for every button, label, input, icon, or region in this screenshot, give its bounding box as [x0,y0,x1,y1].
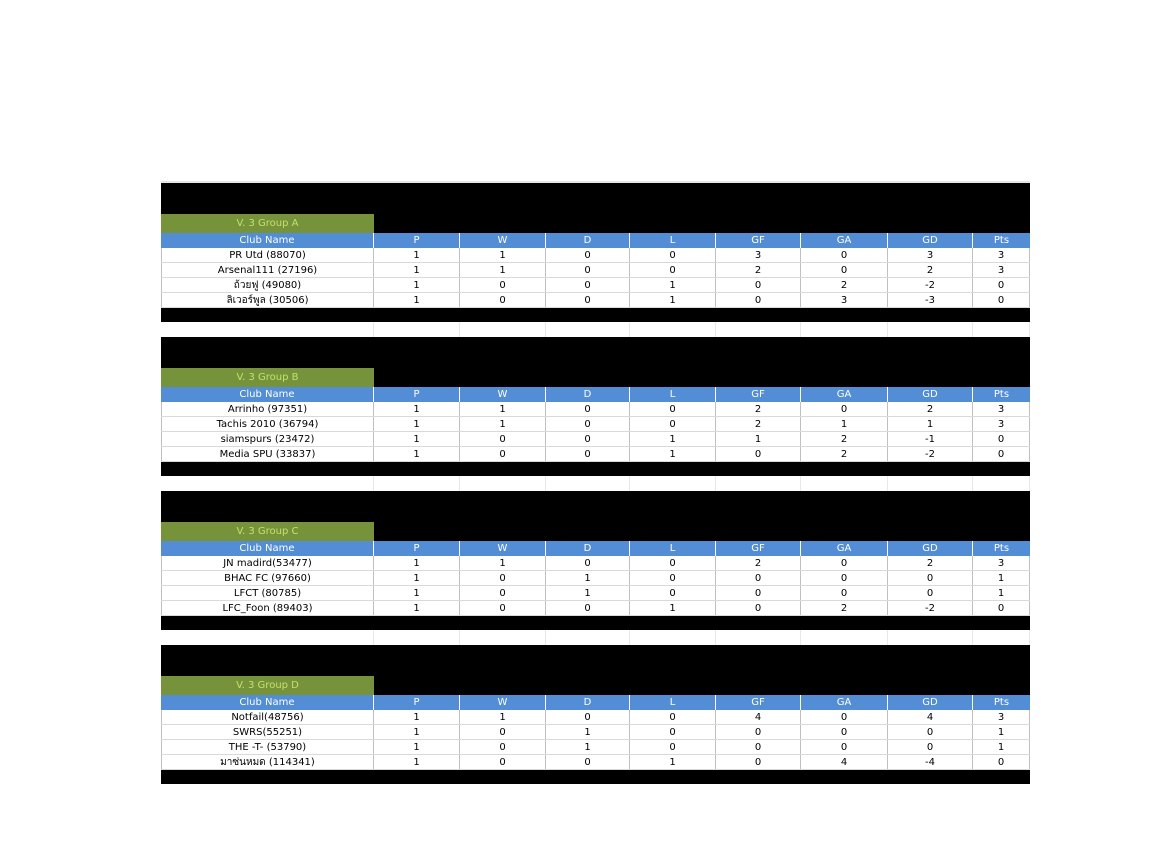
cell-gf[interactable]: 2 [716,556,801,570]
cell-gf[interactable]: 0 [716,447,801,461]
cell-p[interactable]: 1 [374,725,460,739]
column-header-l[interactable]: L [630,387,716,402]
cell-pts[interactable]: 0 [973,447,1030,461]
group-d-bottom-band [161,770,1030,784]
cell-d[interactable]: 1 [546,586,630,600]
group-a-header-row [161,233,1030,248]
cell-gf[interactable]: 2 [716,417,801,431]
empty-cell[interactable] [374,322,460,337]
cell-w[interactable]: 0 [460,755,546,769]
group-a-top-band [161,183,1030,214]
cell-pts[interactable]: 3 [973,710,1030,724]
cell-gf[interactable]: 0 [716,571,801,585]
table-row [161,402,1030,417]
cell-club-name[interactable]: Notfail(48756) [161,710,374,724]
column-header-w[interactable]: W [460,233,546,248]
cell-ga[interactable]: 2 [801,432,888,446]
cell-club-name[interactable]: Arsenal111 (27196) [161,263,374,277]
group-d-header-row [161,695,1030,710]
cell-gd[interactable]: 1 [888,417,973,431]
column-header-p[interactable]: P [374,387,460,402]
cell-gf[interactable]: 4 [716,710,801,724]
group-a-bottom-band [161,308,1030,322]
cell-gf[interactable]: 0 [716,586,801,600]
cell-ga[interactable]: 0 [801,710,888,724]
column-header-club-name[interactable]: Club Name [161,695,374,710]
column-header-gf[interactable]: GF [716,233,801,248]
column-header-d[interactable]: D [546,387,630,402]
table-row [161,432,1030,447]
empty-cell[interactable] [161,630,374,645]
column-header-w[interactable]: W [460,695,546,710]
table-row [161,740,1030,755]
column-header-l[interactable]: L [630,541,716,556]
empty-cell[interactable] [630,322,716,337]
group-c-title-row [161,522,1030,541]
cell-w[interactable]: 1 [460,263,546,277]
group-a-block [161,183,1030,322]
cell-l[interactable]: 0 [630,586,716,600]
cell-ga[interactable]: 4 [801,755,888,769]
table-row [161,263,1030,278]
group-d-block [161,645,1030,784]
cell-d[interactable]: 0 [546,432,630,446]
cell-pts[interactable]: 3 [973,402,1030,416]
cell-gf[interactable]: 0 [716,740,801,754]
empty-cell[interactable] [460,322,546,337]
column-header-ga[interactable]: GA [801,695,888,710]
cell-pts[interactable]: 1 [973,740,1030,754]
empty-cell[interactable] [161,476,374,491]
empty-cell[interactable] [716,630,801,645]
cell-gd[interactable]: 0 [888,740,973,754]
cell-p[interactable]: 1 [374,601,460,615]
column-header-d[interactable]: D [546,233,630,248]
cell-w[interactable]: 0 [460,293,546,307]
cell-gf[interactable]: 2 [716,263,801,277]
table-row [161,556,1030,571]
column-header-p[interactable]: P [374,541,460,556]
cell-p[interactable]: 1 [374,263,460,277]
table-row [161,293,1030,308]
cell-d[interactable]: 0 [546,710,630,724]
cell-ga[interactable]: 2 [801,601,888,615]
cell-ga[interactable]: 2 [801,278,888,292]
group-b-title-row [161,368,1030,387]
cell-w[interactable]: 0 [460,447,546,461]
cell-gf[interactable]: 0 [716,755,801,769]
cell-gd[interactable]: 3 [888,248,973,262]
cell-pts[interactable]: 1 [973,725,1030,739]
column-header-pts[interactable]: Pts [993,697,1010,708]
group-b-title[interactable]: V. 3 Group B [161,368,374,387]
group-spacer [161,322,1030,337]
cell-w[interactable]: 1 [460,248,546,262]
column-header-p[interactable]: P [374,695,460,710]
cell-p[interactable]: 1 [374,571,460,585]
cell-d[interactable]: 1 [546,725,630,739]
empty-cell[interactable] [716,476,801,491]
cell-l[interactable]: 0 [630,740,716,754]
group-b-top-band [161,337,1030,368]
column-header-pts[interactable]: Pts [993,235,1010,246]
table-row [161,447,1030,462]
cell-gd[interactable]: 2 [888,556,973,570]
cell-l[interactable]: 0 [630,571,716,585]
cell-p[interactable]: 1 [374,293,460,307]
cell-gd[interactable]: 4 [888,710,973,724]
cell-club-name[interactable]: ลิเวอร์พูล (30506) [161,293,374,307]
cell-w[interactable]: 1 [460,417,546,431]
table-row [161,586,1030,601]
cell-d[interactable]: 1 [546,740,630,754]
table-row [161,725,1030,740]
group-c-bottom-band [161,616,1030,630]
cell-pts[interactable]: 3 [973,248,1030,262]
empty-cell[interactable] [630,630,716,645]
group-a-title-row [161,214,1030,233]
cell-club-name[interactable]: SWRS(55251) [161,725,374,739]
cell-club-name[interactable]: LFCT (80785) [161,586,374,600]
column-header-gf[interactable]: GF [716,541,801,556]
cell-l[interactable]: 1 [630,293,716,307]
cell-l[interactable]: 0 [630,725,716,739]
table-row [161,278,1030,293]
empty-cell[interactable] [630,476,716,491]
column-header-club-name[interactable]: Club Name [161,541,374,556]
cell-club-name[interactable]: THE -T- (53790) [161,740,374,754]
cell-p[interactable]: 1 [374,740,460,754]
cell-gd[interactable]: 2 [888,402,973,416]
table-row [161,571,1030,586]
cell-pts[interactable]: 3 [973,263,1030,277]
column-header-w[interactable]: W [460,387,546,402]
column-header-gd[interactable]: GD [888,695,973,710]
empty-cell[interactable] [888,476,973,491]
cell-w[interactable]: 0 [460,571,546,585]
table-row [161,755,1030,770]
cell-gf[interactable]: 0 [716,601,801,615]
cell-ga[interactable]: 0 [801,402,888,416]
cell-ga[interactable]: 1 [801,417,888,431]
cell-p[interactable]: 1 [374,755,460,769]
cell-gd[interactable]: -1 [888,432,973,446]
cell-gd[interactable]: -2 [888,601,973,615]
cell-d[interactable]: 0 [546,402,630,416]
group-b-block [161,337,1030,476]
cell-gd[interactable]: -2 [888,447,973,461]
cell-gf[interactable]: 1 [716,432,801,446]
cell-l[interactable]: 0 [630,248,716,262]
column-header-club-name[interactable]: Club Name [161,233,374,248]
cell-gf[interactable]: 0 [716,278,801,292]
empty-cell[interactable] [973,322,1030,337]
cell-w[interactable]: 1 [460,710,546,724]
cell-ga[interactable]: 0 [801,248,888,262]
group-a-title[interactable]: V. 3 Group A [161,214,374,233]
cell-w[interactable]: 1 [460,556,546,570]
table-row [161,248,1030,263]
empty-cell[interactable] [716,322,801,337]
cell-club-name[interactable]: BHAC FC (97660) [161,571,374,585]
column-header-p[interactable]: P [374,233,460,248]
cell-gd[interactable]: 0 [888,571,973,585]
group-d-top-band [161,645,1030,676]
cell-gd[interactable]: -3 [888,293,973,307]
cell-w[interactable]: 0 [460,725,546,739]
cell-club-name[interactable]: ถ้วยฟู (49080) [161,278,374,292]
table-row [161,417,1030,432]
cell-l[interactable]: 0 [630,417,716,431]
cell-d[interactable]: 0 [546,248,630,262]
cell-d[interactable]: 0 [546,755,630,769]
cell-p[interactable]: 1 [374,710,460,724]
column-header-d[interactable]: D [546,541,630,556]
empty-cell[interactable] [801,322,888,337]
cell-d[interactable]: 1 [546,571,630,585]
cell-d[interactable]: 0 [546,263,630,277]
column-header-club-name[interactable]: Club Name [161,387,374,402]
group-spacer [161,630,1030,645]
column-header-pts[interactable]: Pts [993,543,1010,554]
cell-ga[interactable]: 3 [801,293,888,307]
standings-sheet [161,181,1030,784]
cell-w[interactable]: 0 [460,601,546,615]
cell-l[interactable]: 1 [630,601,716,615]
cell-l[interactable]: 1 [630,755,716,769]
cell-pts[interactable]: 0 [973,432,1030,446]
cell-d[interactable]: 0 [546,278,630,292]
cell-pts[interactable]: 3 [973,417,1030,431]
cell-p[interactable]: 1 [374,432,460,446]
column-header-d[interactable]: D [546,695,630,710]
column-header-ga[interactable]: GA [801,233,888,248]
cell-gd[interactable]: -2 [888,278,973,292]
cell-d[interactable]: 0 [546,556,630,570]
cell-pts[interactable]: 1 [973,571,1030,585]
cell-club-name[interactable]: LFC_Foon (89403) [161,601,374,615]
group-c-header-row [161,541,1030,556]
cell-pts[interactable]: 0 [973,601,1030,615]
empty-cell[interactable] [460,630,546,645]
cell-d[interactable]: 0 [546,293,630,307]
column-header-l[interactable]: L [630,695,716,710]
cell-club-name[interactable]: siamspurs (23472) [161,432,374,446]
column-header-w[interactable]: W [460,541,546,556]
column-header-gf[interactable]: GF [716,695,801,710]
empty-cell[interactable] [161,322,374,337]
empty-cell[interactable] [374,630,460,645]
column-header-ga[interactable]: GA [801,541,888,556]
cell-p[interactable]: 1 [374,248,460,262]
group-d-title[interactable]: V. 3 Group D [161,676,374,695]
group-spacer [161,476,1030,491]
cell-p[interactable]: 1 [374,586,460,600]
empty-cell[interactable] [888,322,973,337]
cell-club-name[interactable]: Media SPU (33837) [161,447,374,461]
cell-pts[interactable]: 0 [973,755,1030,769]
cell-ga[interactable]: 0 [801,586,888,600]
group-c-block [161,491,1030,630]
cell-l[interactable]: 1 [630,447,716,461]
cell-gf[interactable]: 0 [716,293,801,307]
cell-l[interactable]: 1 [630,432,716,446]
column-header-ga[interactable]: GA [801,387,888,402]
cell-ga[interactable]: 0 [801,740,888,754]
cell-gd[interactable]: 2 [888,263,973,277]
table-row [161,601,1030,616]
empty-cell[interactable] [973,630,1030,645]
empty-cell[interactable] [801,630,888,645]
column-header-gd[interactable]: GD [888,387,973,402]
cell-pts[interactable]: 3 [973,556,1030,570]
cell-club-name[interactable]: Arrinho (97351) [161,402,374,416]
group-c-title[interactable]: V. 3 Group C [161,522,374,541]
cell-l[interactable]: 0 [630,556,716,570]
column-header-l[interactable]: L [630,233,716,248]
group-d-title-row [161,676,1030,695]
column-header-gd[interactable]: GD [888,233,973,248]
empty-cell[interactable] [888,630,973,645]
empty-cell[interactable] [801,476,888,491]
cell-gf[interactable]: 0 [716,725,801,739]
cell-w[interactable]: 0 [460,740,546,754]
cell-pts[interactable]: 0 [973,278,1030,292]
empty-cell[interactable] [374,476,460,491]
cell-club-name[interactable]: JN madird(53477) [161,556,374,570]
cell-ga[interactable]: 0 [801,556,888,570]
cell-pts[interactable]: 0 [973,293,1030,307]
cell-w[interactable]: 0 [460,586,546,600]
cell-gd[interactable]: 0 [888,725,973,739]
empty-cell[interactable] [460,476,546,491]
cell-club-name[interactable]: PR Utd (88070) [161,248,374,262]
column-header-gf[interactable]: GF [716,387,801,402]
column-header-pts[interactable]: Pts [993,389,1010,400]
cell-l[interactable]: 0 [630,402,716,416]
cell-d[interactable]: 0 [546,447,630,461]
cell-ga[interactable]: 0 [801,725,888,739]
cell-gd[interactable]: 0 [888,586,973,600]
cell-w[interactable]: 0 [460,278,546,292]
cell-p[interactable]: 1 [374,278,460,292]
cell-d[interactable]: 0 [546,417,630,431]
table-row [161,710,1030,725]
cell-club-name[interactable]: Tachis 2010 (36794) [161,417,374,431]
column-header-gd[interactable]: GD [888,541,973,556]
cell-w[interactable]: 1 [460,402,546,416]
cell-p[interactable]: 1 [374,556,460,570]
cell-gd[interactable]: -4 [888,755,973,769]
group-c-top-band [161,491,1030,522]
cell-l[interactable]: 1 [630,278,716,292]
cell-gf[interactable]: 3 [716,248,801,262]
empty-cell[interactable] [546,322,630,337]
empty-cell[interactable] [973,476,1030,491]
cell-l[interactable]: 0 [630,263,716,277]
cell-w[interactable]: 0 [460,432,546,446]
cell-d[interactable]: 0 [546,601,630,615]
cell-pts[interactable]: 1 [973,586,1030,600]
cell-p[interactable]: 1 [374,402,460,416]
cell-l[interactable]: 0 [630,710,716,724]
cell-ga[interactable]: 0 [801,263,888,277]
cell-p[interactable]: 1 [374,417,460,431]
cell-club-name[interactable]: มาซ่นหมด (114341) [161,755,374,769]
group-b-bottom-band [161,462,1030,476]
cell-gf[interactable]: 2 [716,402,801,416]
cell-ga[interactable]: 2 [801,447,888,461]
empty-cell[interactable] [546,476,630,491]
group-b-header-row [161,387,1030,402]
empty-cell[interactable] [546,630,630,645]
cell-p[interactable]: 1 [374,447,460,461]
cell-ga[interactable]: 0 [801,571,888,585]
